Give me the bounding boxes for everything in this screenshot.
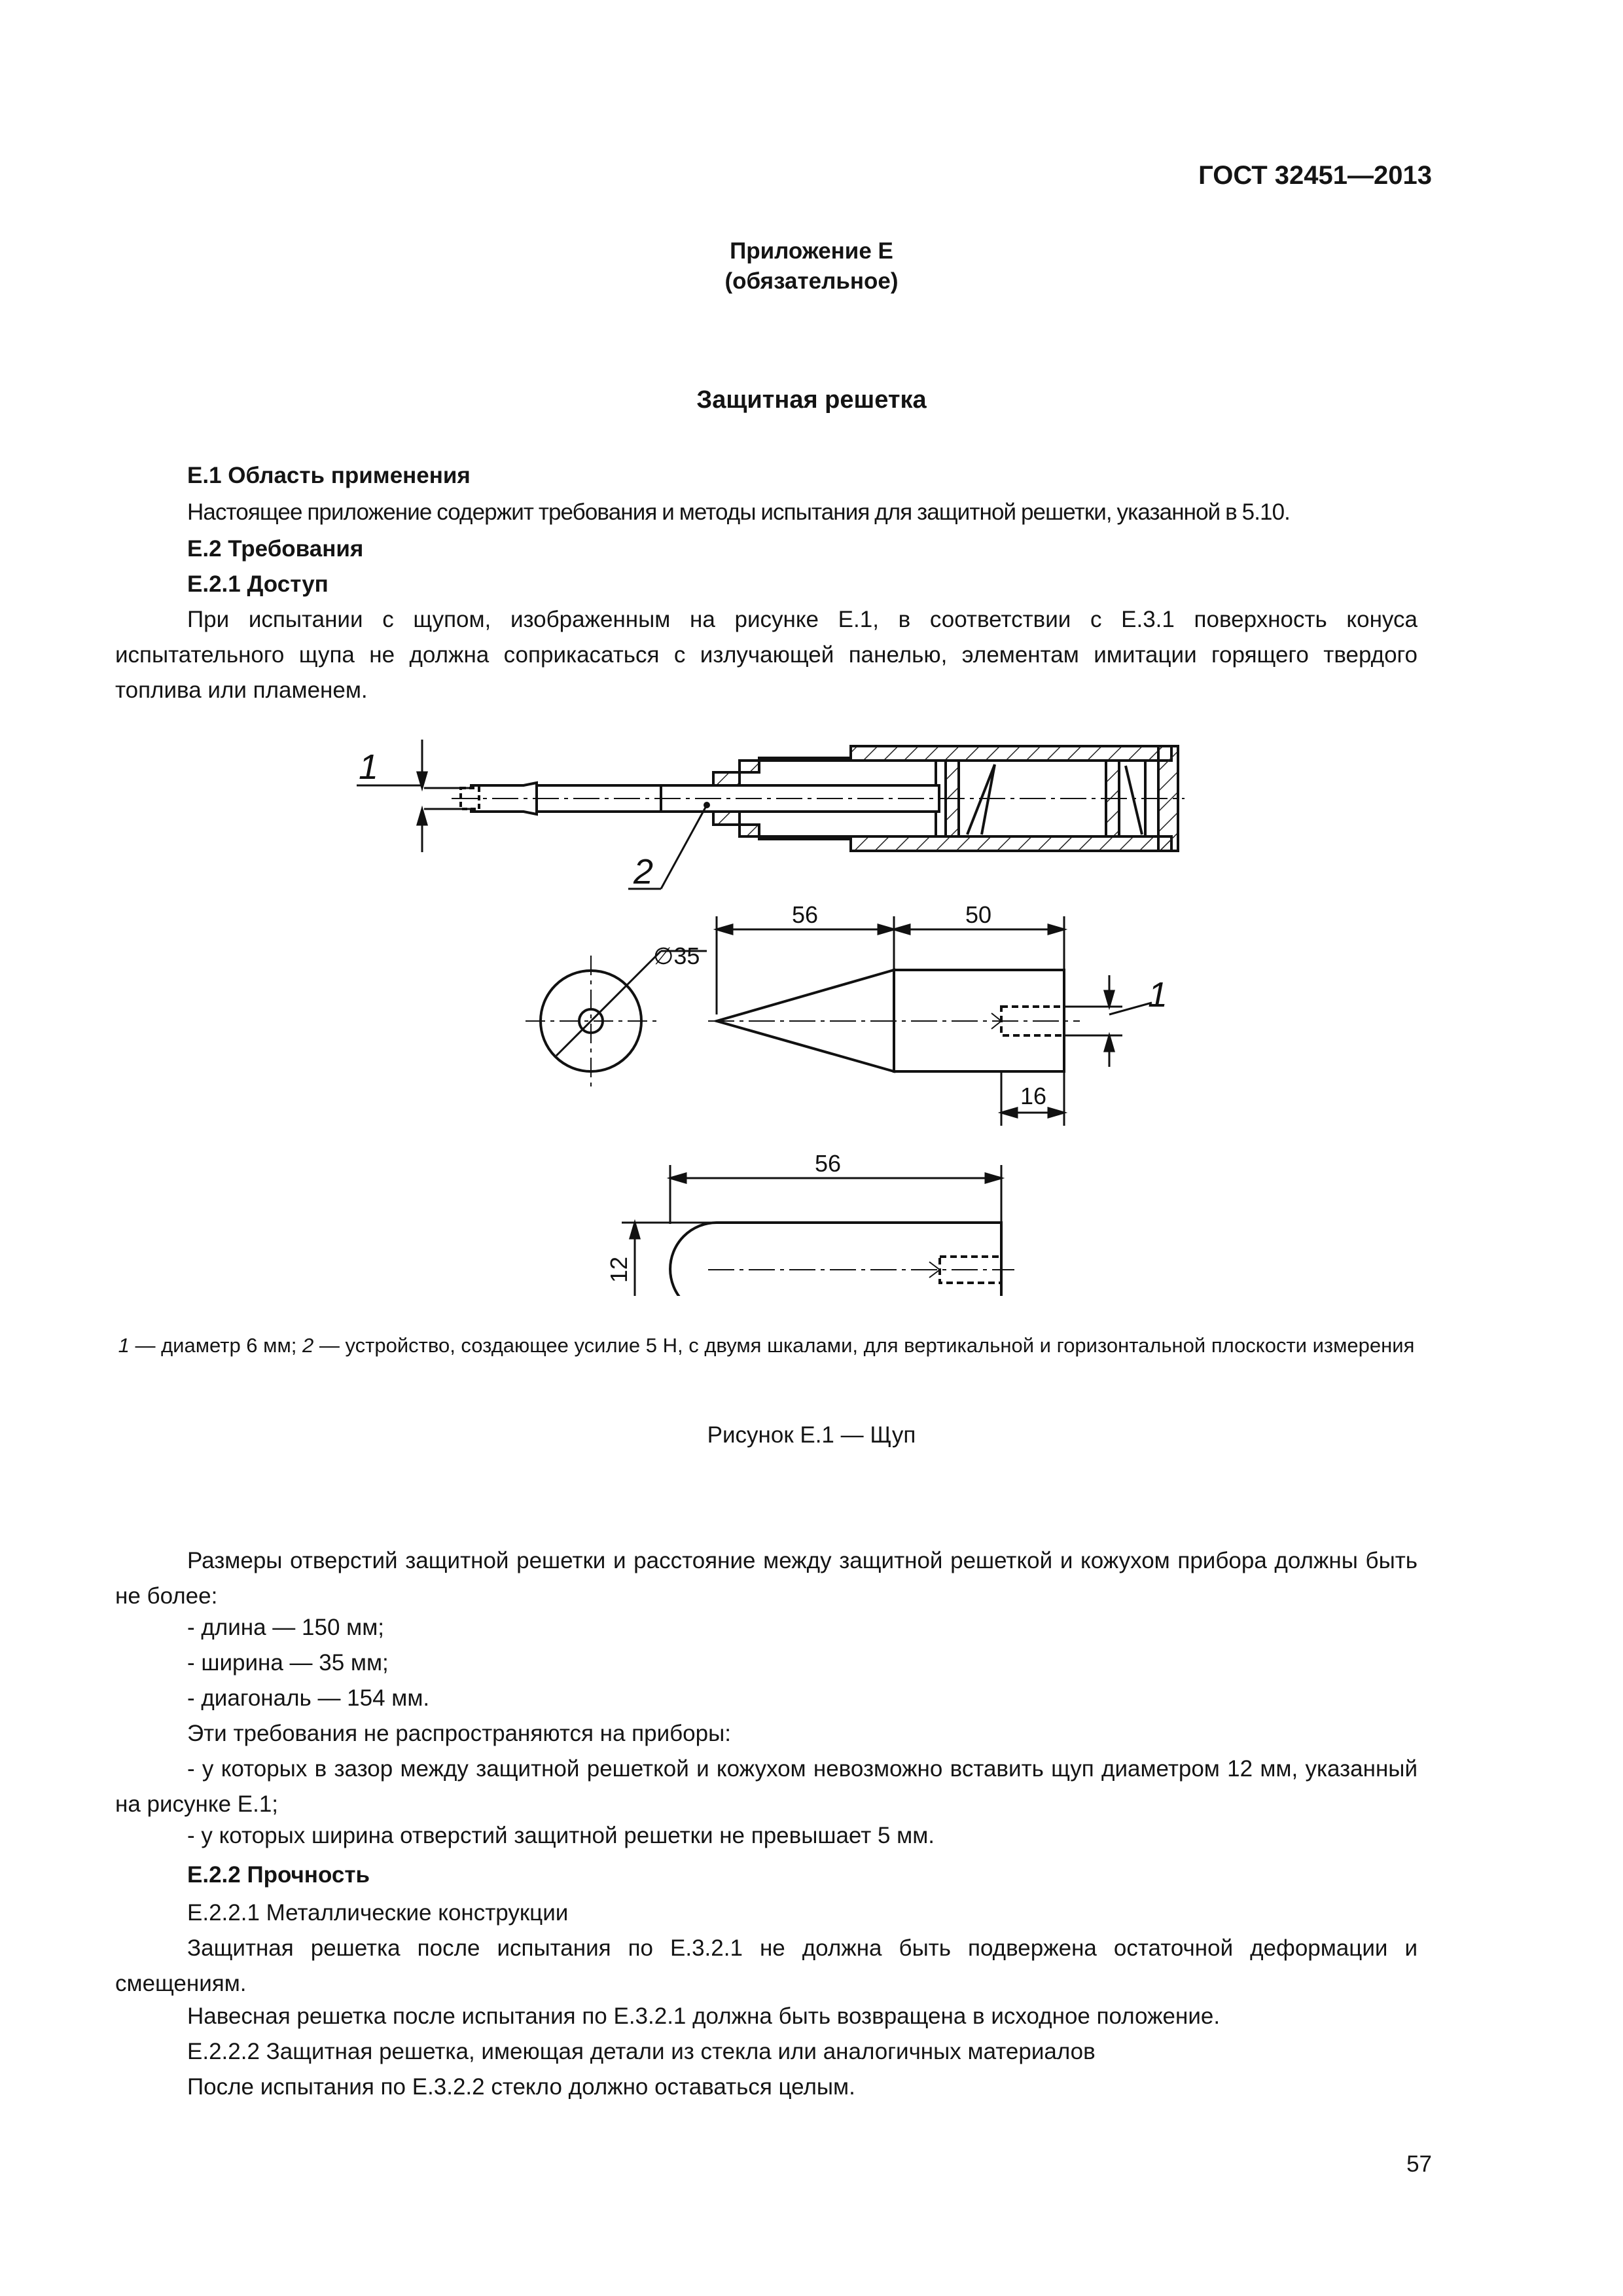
dimension-item-diagonal: - диагональ — 154 мм.	[187, 1685, 430, 1711]
strength-s1-heading: Е.2.2.1 Металлические конструкции	[187, 1900, 569, 1926]
dim-50: 50	[965, 901, 992, 928]
dim-56-cone: 56	[792, 901, 819, 928]
legend-num2: 2	[302, 1334, 314, 1357]
section-e2-heading: Е.2 Требования	[187, 536, 364, 562]
strength-s2-text: После испытания по Е.3.2.2 стекло должно оставаться целым.	[187, 2074, 855, 2100]
legend-part1: — диаметр 6 мм;	[129, 1334, 303, 1357]
probe-figure	[0, 707, 1623, 1296]
figure-caption: Рисунок Е.1 — Щуп	[707, 1422, 916, 1448]
main-title: Защитная решетка	[696, 386, 927, 414]
strength-s1-text2: Навесная решетка после испытания по Е.3.2.1 должна быть возвращена в исходное положение.	[187, 2003, 1221, 2029]
probe-12mm-view	[670, 1223, 1014, 1296]
strength-s1-text1: Защитная решетка после испытания по Е.3.2.1 не должна быть подвержена остаточной деформации и смещениям.	[115, 1935, 1418, 1996]
probe-end-view	[526, 951, 707, 1086]
label-two: 2	[633, 852, 654, 891]
dim-12: 12	[605, 1256, 632, 1283]
section-e1-heading: Е.1 Область применения	[187, 463, 471, 488]
legend-num1: 1	[118, 1334, 130, 1357]
exception-item-1: - у которых в зазор между защитной решеткой и кожухом невозможно вставить щуп диаметром 12 мм, указанный на рисунке Е.1;	[115, 1756, 1418, 1817]
exception-item-2: - у которых ширина отверстий защитной решетки не превышает 5 мм.	[187, 1823, 935, 1848]
standard-number: ГОСТ 32451—2013	[1198, 161, 1432, 190]
diameter-35-label: ∅35	[653, 942, 700, 969]
dimension-item-length: - длина — 150 мм;	[187, 1615, 384, 1640]
label-one-top: 1	[359, 747, 379, 787]
exceptions-intro: Эти требования не распространяются на приборы:	[187, 1721, 731, 1746]
section-e21-text: При испытании с щупом, изображенным на рисунке Е.1, в соответствии с Е.3.1 поверхность конуса испытательного щупа не должна соприкасаться с излучающей панелью, элементам имитации горящего твердого топлива или пламенем.	[115, 607, 1418, 703]
label-one-right: 1	[1148, 975, 1168, 1014]
strength-s2-heading: Е.2.2.2 Защитная решетка, имеющая детали из стекла или аналогичных материалов	[187, 2039, 1096, 2064]
figure-legend	[115, 1331, 1418, 1361]
section-e1-text: Настоящее приложение содержит требования и методы испытания для защитной решетки, указанной в 5.10.	[187, 499, 1290, 525]
page-number: 57	[1406, 2151, 1432, 2177]
probe-cone-view	[708, 970, 1080, 1071]
dimensions-intro: Размеры отверстий защитной решетки и расстояние между защитной решеткой и кожухом прибора должны быть не более:	[115, 1548, 1418, 1609]
dim-56-bottom: 56	[815, 1150, 842, 1177]
section-e21-heading: Е.2.1 Доступ	[187, 571, 329, 597]
dimension-item-width: - ширина — 35 мм;	[187, 1650, 389, 1676]
appendix-status: (обязательное)	[724, 268, 899, 294]
legend-part2: — устройство, создающее усилие 5 Н, с двумя шкалами, для вертикальной и горизонтальной плоскости измерения	[313, 1334, 1415, 1357]
dim-16: 16	[1020, 1083, 1047, 1109]
probe-assembly	[452, 746, 1185, 851]
appendix-title: Приложение Е	[730, 238, 893, 264]
strength-heading: Е.2.2 Прочность	[187, 1862, 370, 1888]
